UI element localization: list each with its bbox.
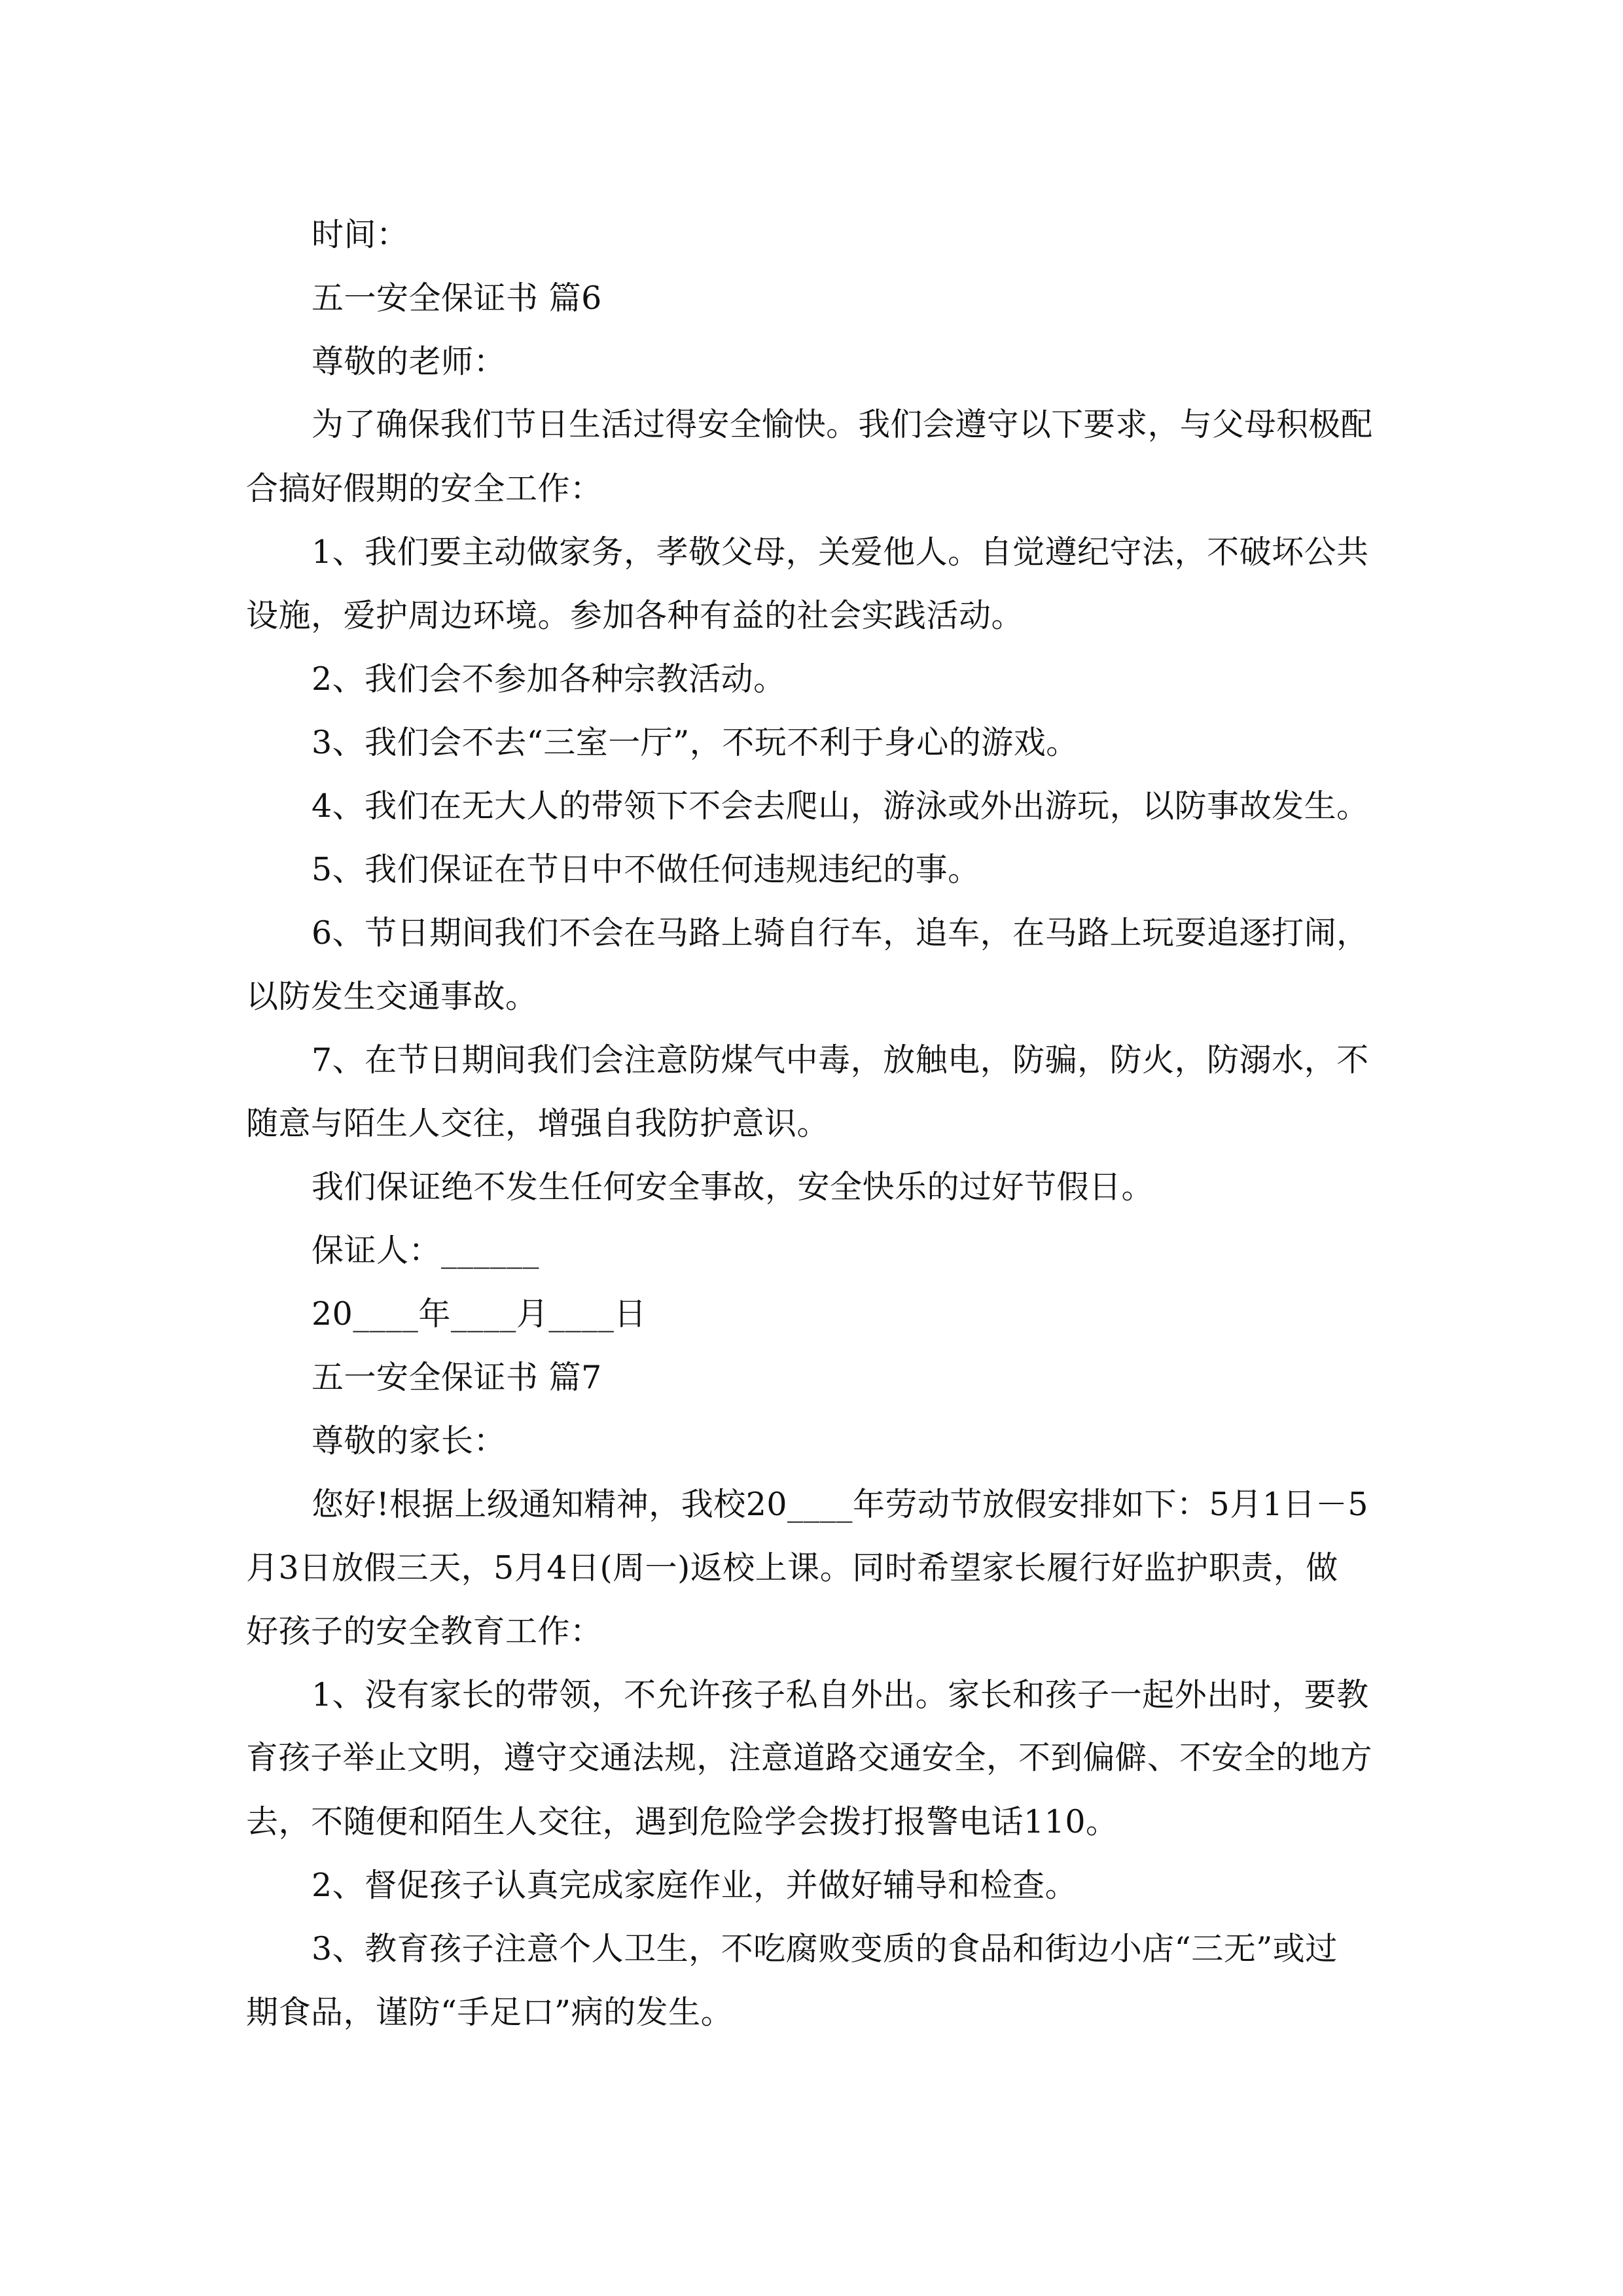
text-line: 2、我们会不参加各种宗教活动。 xyxy=(312,660,786,698)
text-line: 随意与陌生人交往，增强自我防护意识。 xyxy=(246,1105,830,1142)
text-line: 4、我们在无大人的带领下不会去爬山，游泳或外出游玩，以防事故发生。 xyxy=(312,787,1369,825)
salutation: 尊敬的老师： xyxy=(312,343,507,380)
text-line: 2、督促孩子认真完成家庭作业，并做好辅导和检查。 xyxy=(312,1867,1078,1904)
text-line: 期食品，谨防“手足口”病的发生。 xyxy=(246,1994,734,2031)
text-line: 3、我们会不去“三室一厅”，不玩不利于身心的游戏。 xyxy=(312,724,1079,761)
text-line: 设施，爱护周边环境。参加各种有益的社会实践活动。 xyxy=(246,597,1024,634)
document-body xyxy=(246,203,1378,2044)
salutation: 尊敬的家长： xyxy=(312,1422,507,1460)
section-heading: 五一安全保证书 篇7 xyxy=(312,1359,602,1396)
text-line: 去，不随便和陌生人交往，遇到危险学会拨打报警电话110。 xyxy=(246,1803,1118,1840)
text-line: 育孩子举止文明，遵守交通法规，注意道路交通安全，不到偏僻、不安全的地方 xyxy=(246,1740,1373,1776)
guarantor-line: 保证人：______ xyxy=(312,1232,540,1269)
text-line: 我们保证绝不发生任何安全事故，安全快乐的过好节假日。 xyxy=(312,1168,1154,1206)
text-line: 1、没有家长的带领，不允许孩子私自外出。家长和孩子一起外出时，要教 xyxy=(312,1676,1369,1713)
text-line: 月3日放假三天，5月4日(周一)返校上课。同时希望家长履行好监护职责，做 xyxy=(246,1549,1338,1587)
text-line: 您好!根据上级通知精神，我校20____年劳动节放假安排如下：5月1日－5 xyxy=(312,1486,1369,1523)
text-line: 3、教育孩子注意个人卫生，不吃腐败变质的食品和街边小店“三无”或过 xyxy=(312,1930,1338,1967)
text-line: 1、我们要主动做家务，孝敬父母，关爱他人。自觉遵纪守法，不破坏公共 xyxy=(312,533,1369,571)
text-line: 7、在节日期间我们会注意防煤气中毒，放触电，防骗，防火，防溺水，不 xyxy=(312,1041,1369,1079)
section-heading: 五一安全保证书 篇6 xyxy=(312,279,602,317)
date-line: 20____年____月____日 xyxy=(312,1295,647,1333)
text-line: 好孩子的安全教育工作： xyxy=(246,1613,603,1650)
text-line: 6、节日期间我们不会在马路上骑自行车，追车，在马路上玩耍追逐打闹， xyxy=(312,914,1369,952)
text-line: 合搞好假期的安全工作： xyxy=(246,470,603,507)
text-line: 时间： xyxy=(312,216,409,253)
text-line: 以防发生交通事故。 xyxy=(246,978,538,1015)
text-line: 为了确保我们节日生活过得安全愉快。我们会遵守以下要求，与父母积极配 xyxy=(312,406,1373,443)
text-line: 5、我们保证在节日中不做任何违规违纪的事。 xyxy=(312,851,980,888)
